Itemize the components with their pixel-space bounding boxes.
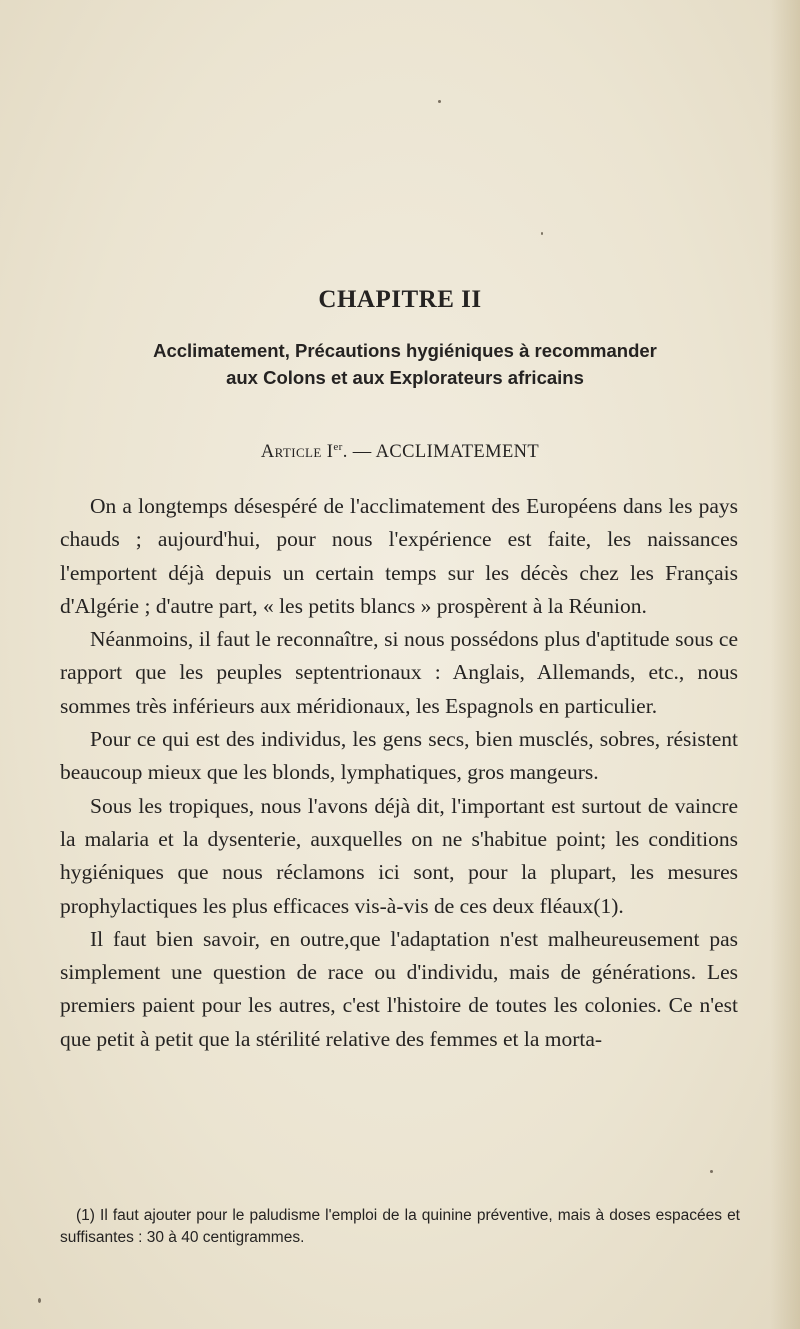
article-number-suffix: er (333, 441, 343, 453)
paper-speck (710, 1170, 713, 1173)
paragraph: Sous les tropiques, nous l'avons déjà dit, l'important est surtout de vaincre la malaria et la dysenterie, auxquelles on ne s'habitue point; les conditions hygiéniques que nous réclamons ici sont, pour la plupart, les mesures prophylactiques les plus efficaces vis-à-vis de ces deux fléaux(1). (60, 793, 738, 918)
paper-speck (438, 100, 441, 103)
paragraph: On a longtemps désespéré de l'acclimatement des Européens dans les pays chauds ; aujourd'hui, pour nous l'expérience est faite, les naissances l'emportent déjà depuis un certain temps sur les décès chez les Français d'Algérie ; d'autre part, « les petits blancs » prospèrent à la Réunion. (60, 494, 738, 618)
footnote: (1) Il faut ajouter pour le paludisme l'emploi de la quinine préventive, mais à doses espacées et suffisantes : 30 à 40 centigrammes. (60, 1207, 740, 1246)
article-number: I (326, 442, 334, 463)
paragraph: Pour ce qui est des individus, les gens secs, bien musclés, sobres, résistent beaucoup mieux que les blonds, lymphatiques, gros mangeurs. (60, 727, 738, 785)
article-heading (0, 441, 800, 463)
paper-speck (38, 1298, 41, 1303)
paragraph: Néanmoins, il faut le reconnaître, si nous possédons plus d'aptitude sous ce rapport que les peuples septentrionaux : Anglais, Allemands, etc., nous sommes très inférieurs aux méridionaux, les Espagnols en particulier. (60, 627, 738, 718)
chapter-subtitle (60, 337, 750, 391)
article-label: Article (260, 442, 322, 463)
subtitle-line-1: Acclimatement, Précautions hygiéniques à recommander (153, 340, 657, 361)
page-edge-shadow (770, 0, 800, 1329)
paragraph: Il faut bien savoir, en outre,que l'adaptation n'est malheureusement pas simplement une question de race ou d'individu, mais de générations. Les premiers paient pour les autres, c'est l'histoire de toutes les colonies. Ce n'est que petit à petit que la stérilité relative des femmes et la morta- (60, 926, 738, 1051)
article-title: . — ACCLIMATEMENT (342, 442, 540, 463)
body-text (60, 490, 738, 1056)
chapter-title: CHAPITRE II (318, 286, 482, 313)
subtitle-line-2: aux Colons et aux Explorateurs africains (226, 367, 584, 388)
paper-speck (541, 232, 543, 235)
